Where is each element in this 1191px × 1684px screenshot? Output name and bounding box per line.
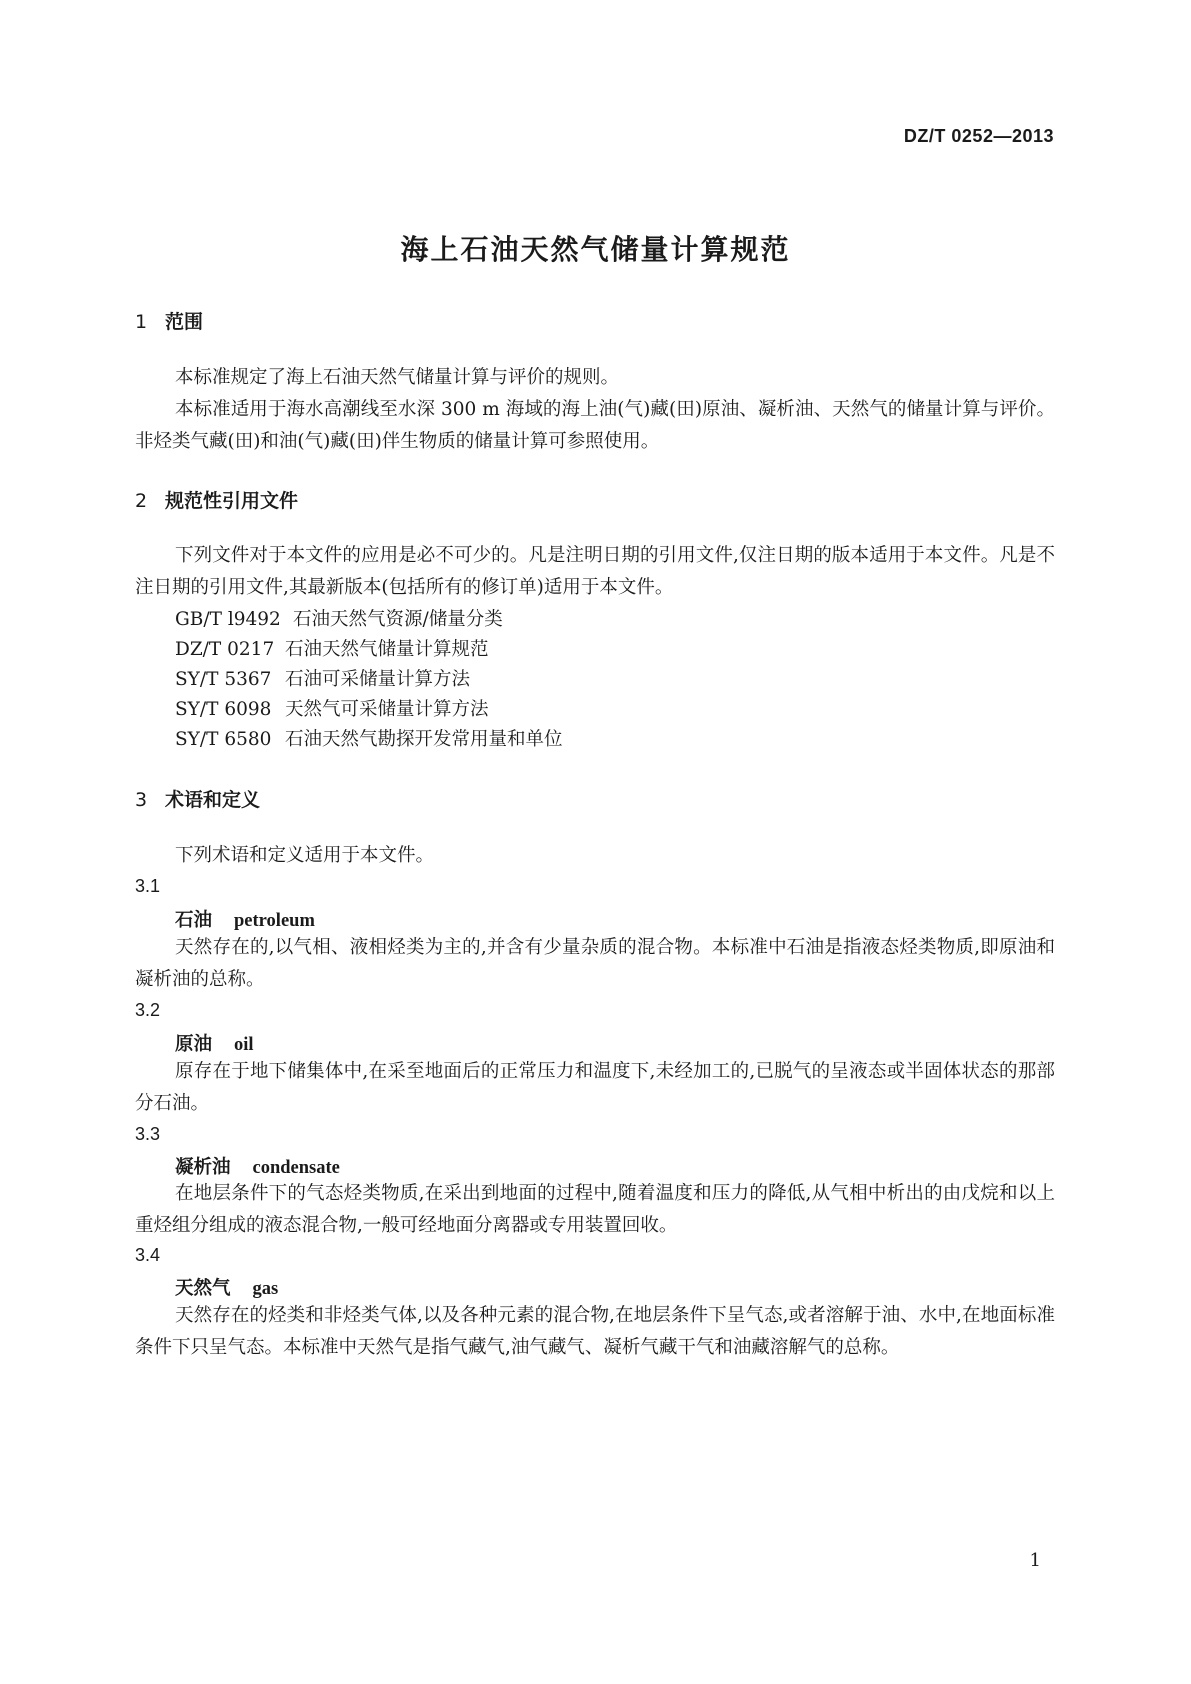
term-en: petroleum: [234, 911, 315, 931]
reference-item: [175, 604, 503, 636]
section-title: 范围: [165, 311, 204, 333]
section-title: 术语和定义: [165, 789, 261, 811]
term-zh: 石油: [175, 910, 213, 931]
term-en: gas: [252, 1279, 279, 1299]
term-en: condensate: [252, 1158, 340, 1178]
reference-code: SY/T 6098: [175, 699, 272, 720]
reference-name: 石油天然气勘探开发常用量和单位: [285, 729, 563, 750]
reference-item: [175, 724, 563, 756]
term-definition: 在地层条件下的气态烃类物质,在采出到地面的过程中,随着温度和压力的降低,从气相中析出的由戊烷和以上重烃组分组成的液态混合物,一般可经地面分离器或专用装置回收。: [135, 1183, 1055, 1236]
reference-name: 石油可采储量计算方法: [285, 669, 471, 690]
reference-code: DZ/T 0217: [175, 639, 275, 660]
standard-number: DZ/T 0252—2013: [903, 126, 1054, 146]
reference-code: SY/T 6580: [175, 729, 272, 750]
term-definition: 天然存在的烃类和非烃类气体,以及各种元素的混合物,在地层条件下呈气态,或者溶解于油、水中,在地面标准条件下只呈气态。本标准中天然气是指气藏气,油气藏气、凝析气藏干气和油藏溶解气的总称。: [135, 1305, 1055, 1358]
reference-item: [175, 694, 489, 726]
paragraph: 本标准适用于海水高潮线至水深 300 m 海域的海上油(气)藏(田)原油、凝析油、天然气的储量计算与评价。非烃类气藏(田)和油(气)藏(田)伴生物质的储量计算可参照使用。: [135, 399, 1055, 452]
section-title: 规范性引用文件: [165, 490, 299, 512]
paragraph: 本标准规定了海上石油天然气储量计算与评价的规则。: [175, 367, 620, 388]
document-title: 海上石油天然气储量计算规范: [400, 233, 791, 266]
clause-number: 3.2: [135, 1000, 161, 1020]
page-number: 1: [1029, 1550, 1041, 1571]
reference-name: 石油天然气资源/储量分类: [293, 609, 503, 630]
clause-number: 3.4: [135, 1245, 161, 1265]
clause-number: 3.3: [135, 1124, 161, 1144]
term-en: oil: [234, 1035, 254, 1055]
section-number: 2: [135, 490, 148, 512]
clause-number: 3.1: [135, 876, 161, 896]
section-number: 1: [135, 311, 148, 333]
reference-item: [175, 634, 489, 666]
term-heading: [175, 1274, 278, 1300]
term-definition: 天然存在的,以气相、液相烃类为主的,并含有少量杂质的混合物。本标准中石油是指液态烃类物质,即原油和凝析油的总称。: [135, 937, 1055, 990]
reference-name: 石油天然气储量计算规范: [285, 639, 489, 660]
term-heading: [175, 906, 315, 932]
reference-code: SY/T 5367: [175, 669, 272, 690]
term-heading: [175, 1153, 340, 1179]
paragraph: 下列文件对于本文件的应用是必不可少的。凡是注明日期的引用文件,仅注日期的版本适用于本文件。凡是不注日期的引用文件,其最新版本(包括所有的修订单)适用于本文件。: [135, 545, 1055, 598]
reference-code: GB/T l9492: [175, 609, 281, 630]
section-3-heading: [135, 785, 260, 812]
term-heading: [175, 1030, 254, 1056]
term-zh: 天然气: [175, 1278, 231, 1299]
section-number: 3: [135, 789, 148, 811]
section-1-heading: [135, 307, 203, 334]
term-zh: 凝析油: [175, 1157, 231, 1178]
term-zh: 原油: [175, 1034, 213, 1055]
term-definition: 原存在于地下储集体中,在采至地面后的正常压力和温度下,未经加工的,已脱气的呈液态或半固体状态的那部分石油。: [135, 1061, 1055, 1114]
reference-item: [175, 664, 470, 696]
reference-name: 天然气可采储量计算方法: [285, 699, 489, 720]
paragraph: 下列术语和定义适用于本文件。: [175, 845, 435, 866]
section-2-heading: [135, 486, 298, 513]
